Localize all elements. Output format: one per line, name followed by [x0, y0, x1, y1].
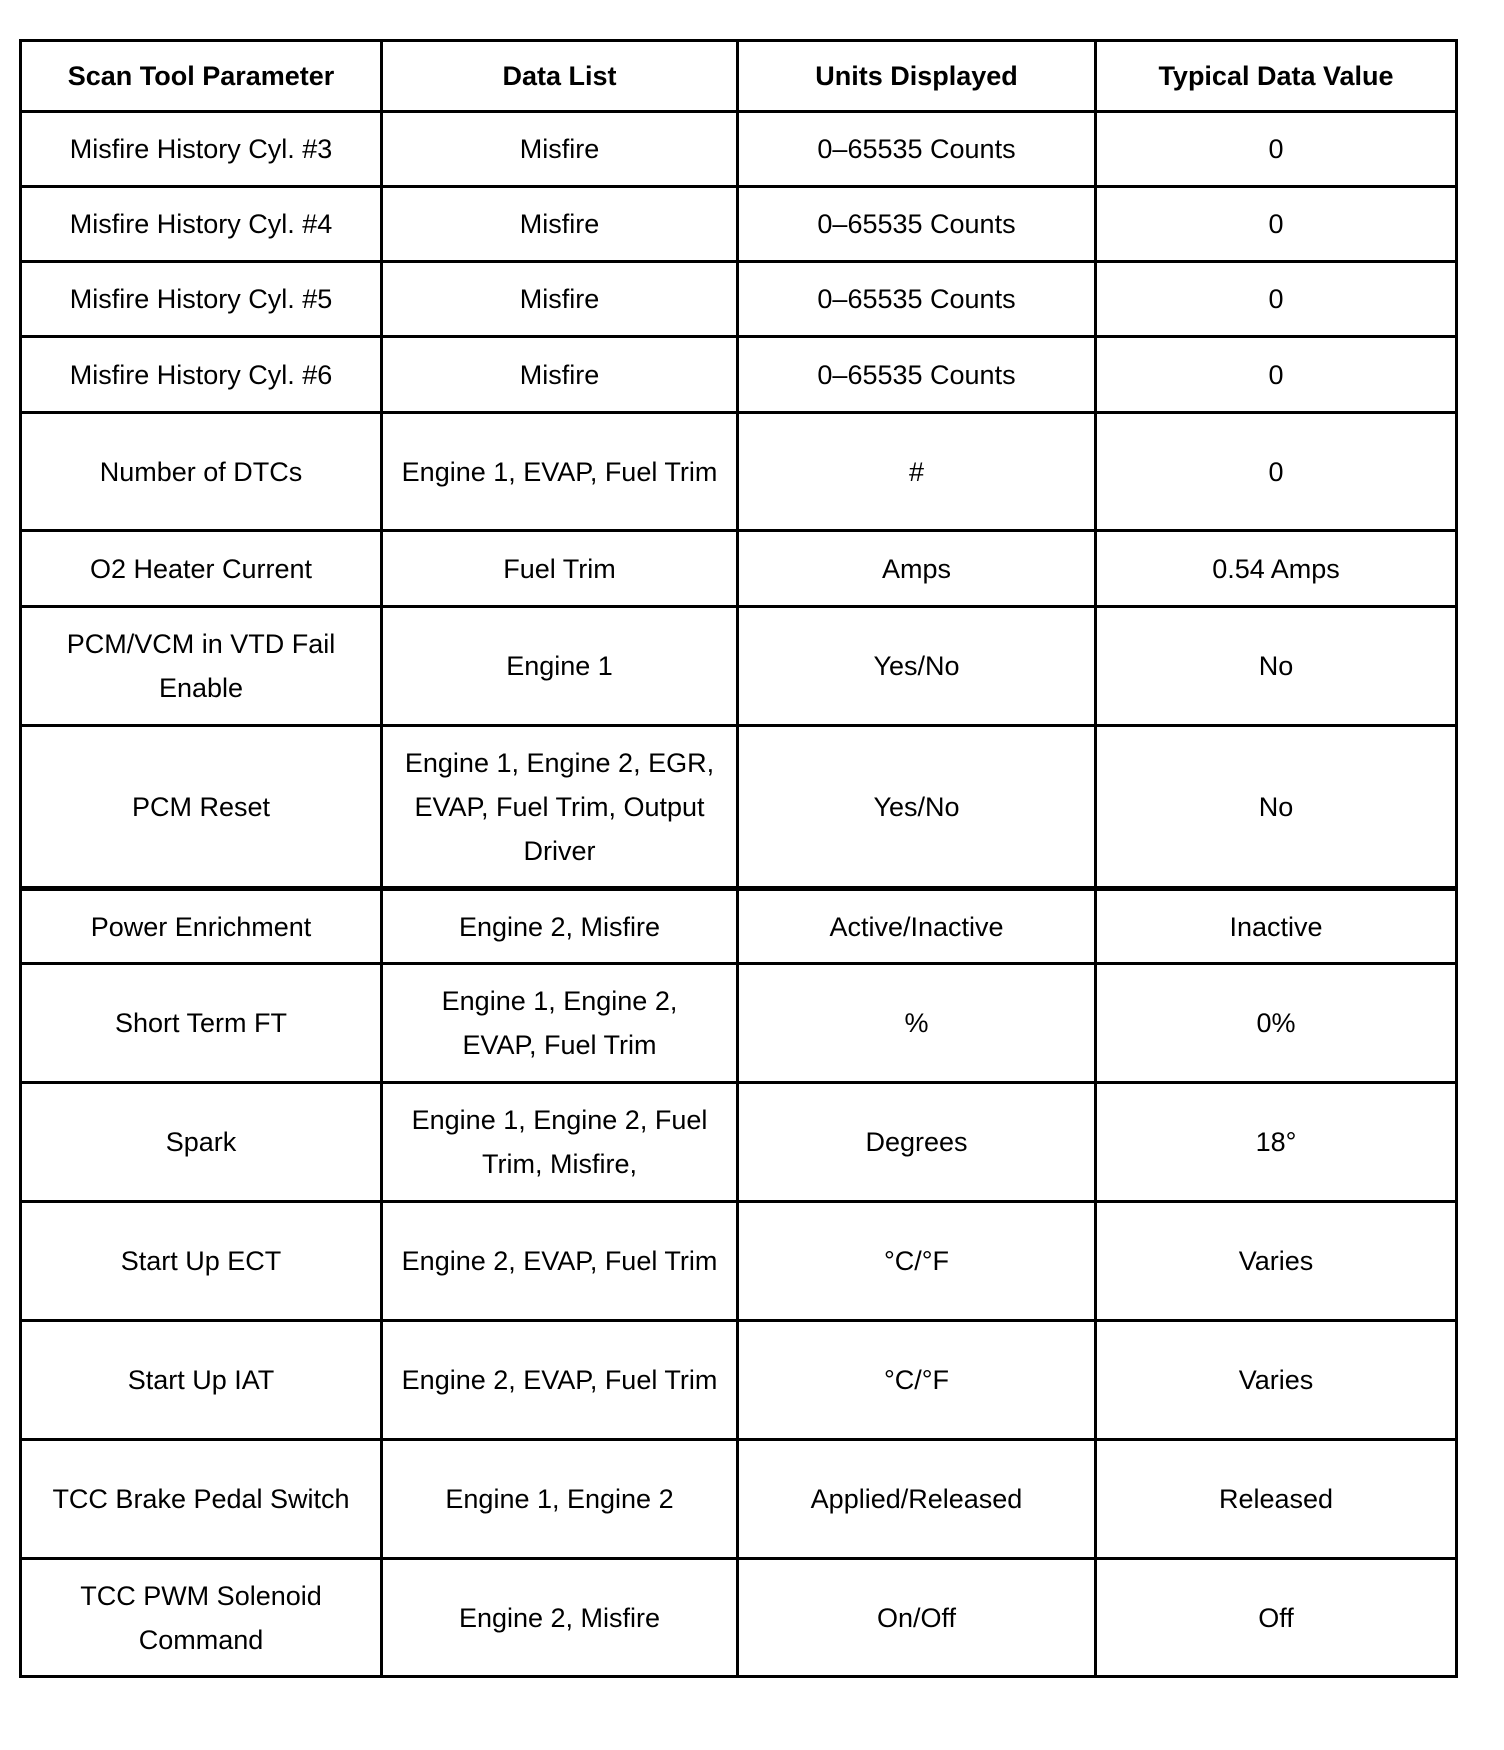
table-row — [21, 262, 1457, 337]
typical-value-cell: Released — [1096, 1440, 1457, 1559]
typical-value-cell: 0 — [1096, 262, 1457, 337]
units-cell: Degrees — [738, 1083, 1096, 1202]
units-cell: 0–65535 Counts — [738, 112, 1096, 187]
data-list-cell: Engine 1, Engine 2 — [382, 1440, 738, 1559]
parameter-cell: Misfire History Cyl. #5 — [21, 262, 382, 337]
data-list-cell: Engine 2, Misfire — [382, 1559, 738, 1677]
table-row — [21, 413, 1457, 531]
data-list-cell: Misfire — [382, 112, 738, 187]
data-list-cell: Misfire — [382, 187, 738, 262]
table-row — [21, 964, 1457, 1083]
table-row — [21, 1440, 1457, 1559]
parameter-cell: Misfire History Cyl. #4 — [21, 187, 382, 262]
table-row — [21, 726, 1457, 889]
table-row — [21, 1083, 1457, 1202]
units-cell: °C/°F — [738, 1202, 1096, 1321]
data-list-cell: Engine 2, EVAP, Fuel Trim — [382, 1202, 738, 1321]
header-typical-data-value: Typical Data Value — [1096, 41, 1457, 112]
units-cell: 0–65535 Counts — [738, 262, 1096, 337]
table-row — [21, 1321, 1457, 1440]
units-cell: Active/Inactive — [738, 889, 1096, 964]
units-cell: % — [738, 964, 1096, 1083]
typical-value-cell: Inactive — [1096, 889, 1457, 964]
units-cell: 0–65535 Counts — [738, 337, 1096, 413]
units-cell: Yes/No — [738, 607, 1096, 726]
data-list-cell: Engine 1, Engine 2, EVAP, Fuel Trim — [382, 964, 738, 1083]
units-cell: 0–65535 Counts — [738, 187, 1096, 262]
parameter-cell: TCC Brake Pedal Switch — [21, 1440, 382, 1559]
scan-tool-data-table — [19, 39, 1458, 1678]
parameter-cell: O2 Heater Current — [21, 531, 382, 607]
parameter-cell: Misfire History Cyl. #6 — [21, 337, 382, 413]
data-list-cell: Misfire — [382, 262, 738, 337]
table-row — [21, 531, 1457, 607]
typical-value-cell: 0 — [1096, 112, 1457, 187]
header-data-list: Data List — [382, 41, 738, 112]
typical-value-cell: 18° — [1096, 1083, 1457, 1202]
parameter-cell: Spark — [21, 1083, 382, 1202]
table-row — [21, 889, 1457, 964]
table-row — [21, 1559, 1457, 1677]
parameter-cell: PCM/VCM in VTD Fail Enable — [21, 607, 382, 726]
parameter-cell: TCC PWM Solenoid Command — [21, 1559, 382, 1677]
units-cell: Amps — [738, 531, 1096, 607]
units-cell: Applied/Released — [738, 1440, 1096, 1559]
data-list-cell: Engine 1, Engine 2, EGR, EVAP, Fuel Trim, Output Driver — [382, 726, 738, 889]
data-list-cell: Misfire — [382, 337, 738, 413]
data-list-cell: Engine 1 — [382, 607, 738, 726]
typical-value-cell: 0% — [1096, 964, 1457, 1083]
table-row — [21, 337, 1457, 413]
units-cell: # — [738, 413, 1096, 531]
parameter-cell: Power Enrichment — [21, 889, 382, 964]
typical-value-cell: No — [1096, 607, 1457, 726]
table-row — [21, 187, 1457, 262]
typical-value-cell: Varies — [1096, 1321, 1457, 1440]
parameter-cell: Short Term FT — [21, 964, 382, 1083]
typical-value-cell: No — [1096, 726, 1457, 889]
units-cell: °C/°F — [738, 1321, 1096, 1440]
data-list-cell: Engine 2, EVAP, Fuel Trim — [382, 1321, 738, 1440]
data-list-cell: Engine 1, EVAP, Fuel Trim — [382, 413, 738, 531]
typical-value-cell: Varies — [1096, 1202, 1457, 1321]
units-cell: On/Off — [738, 1559, 1096, 1677]
parameter-cell: Start Up ECT — [21, 1202, 382, 1321]
typical-value-cell: Off — [1096, 1559, 1457, 1677]
header-scan-tool-parameter: Scan Tool Parameter — [21, 41, 382, 112]
parameter-cell: Misfire History Cyl. #3 — [21, 112, 382, 187]
table-header-row — [21, 41, 1457, 112]
parameter-cell: Number of DTCs — [21, 413, 382, 531]
table-row — [21, 112, 1457, 187]
units-cell: Yes/No — [738, 726, 1096, 889]
data-list-cell: Fuel Trim — [382, 531, 738, 607]
typical-value-cell: 0 — [1096, 337, 1457, 413]
table-row — [21, 607, 1457, 726]
typical-value-cell: 0.54 Amps — [1096, 531, 1457, 607]
table-row — [21, 1202, 1457, 1321]
data-list-cell: Engine 2, Misfire — [382, 889, 738, 964]
typical-value-cell: 0 — [1096, 413, 1457, 531]
typical-value-cell: 0 — [1096, 187, 1457, 262]
parameter-cell: Start Up IAT — [21, 1321, 382, 1440]
parameter-cell: PCM Reset — [21, 726, 382, 889]
header-units-displayed: Units Displayed — [738, 41, 1096, 112]
data-list-cell: Engine 1, Engine 2, Fuel Trim, Misfire, — [382, 1083, 738, 1202]
